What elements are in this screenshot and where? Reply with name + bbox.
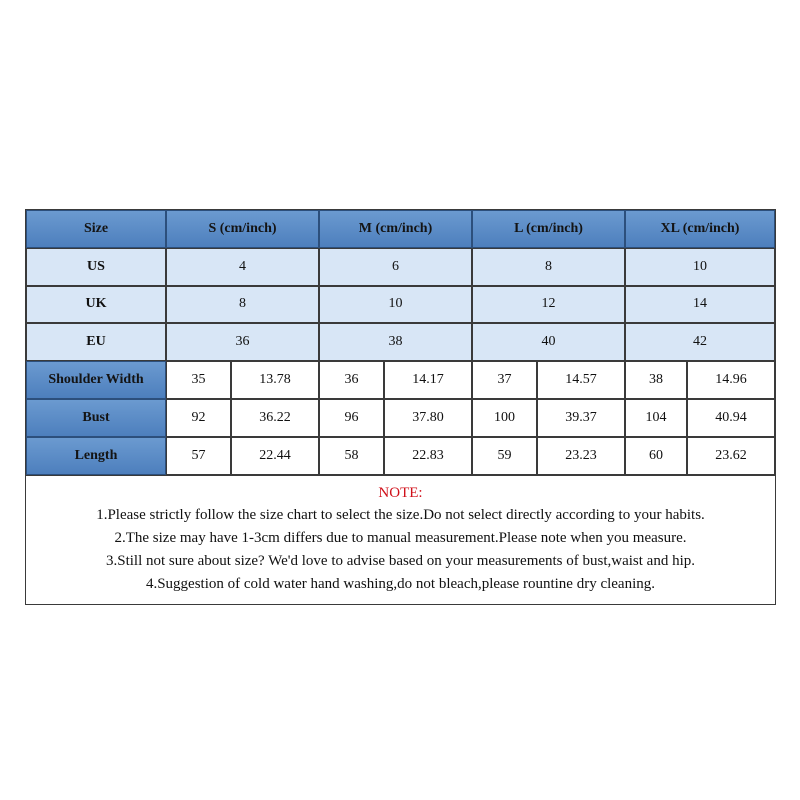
size-chart — [25, 209, 776, 605]
cell-us-l: 8 — [472, 248, 625, 286]
cell-length-xl-inch: 23.62 — [687, 437, 775, 475]
cell-shoulder-l-inch: 14.57 — [537, 361, 625, 399]
cell-length-s-cm: 57 — [166, 437, 231, 475]
cell-length-xl-cm: 60 — [625, 437, 687, 475]
row-label-bust: Bust — [26, 399, 166, 437]
cell-bust-m-cm: 96 — [319, 399, 384, 437]
cell-us-s: 4 — [166, 248, 319, 286]
cell-eu-xl: 42 — [625, 323, 775, 361]
cell-us-m: 6 — [319, 248, 472, 286]
cell-length-s-inch: 22.44 — [231, 437, 319, 475]
cell-length-l-inch: 23.23 — [537, 437, 625, 475]
cell-bust-m-inch: 37.80 — [384, 399, 472, 437]
note-line-1: 1.Please strictly follow the size chart to select the size.Do not select directly according to your habits. — [96, 506, 705, 523]
header-s: S (cm/inch) — [166, 210, 319, 248]
row-shoulder-width — [26, 361, 775, 399]
header-size: Size — [26, 210, 166, 248]
row-label-uk: UK — [26, 286, 166, 324]
cell-shoulder-s-inch: 13.78 — [231, 361, 319, 399]
header-xl: XL (cm/inch) — [625, 210, 775, 248]
cell-bust-s-cm: 92 — [166, 399, 231, 437]
note-title: NOTE: — [378, 484, 423, 501]
cell-bust-s-inch: 36.22 — [231, 399, 319, 437]
row-eu — [26, 323, 775, 361]
cell-length-m-inch: 22.83 — [384, 437, 472, 475]
row-label-eu: EU — [26, 323, 166, 361]
cell-shoulder-s-cm: 35 — [166, 361, 231, 399]
row-bust — [26, 399, 775, 437]
header-row — [26, 210, 775, 248]
cell-bust-l-cm: 100 — [472, 399, 537, 437]
cell-shoulder-l-cm: 37 — [472, 361, 537, 399]
cell-uk-l: 12 — [472, 286, 625, 324]
header-l: L (cm/inch) — [472, 210, 625, 248]
row-label-us: US — [26, 248, 166, 286]
notes-section — [26, 475, 775, 604]
row-us — [26, 248, 775, 286]
cell-uk-xl: 14 — [625, 286, 775, 324]
cell-shoulder-xl-cm: 38 — [625, 361, 687, 399]
cell-length-l-cm: 59 — [472, 437, 537, 475]
row-uk — [26, 286, 775, 324]
cell-bust-xl-cm: 104 — [625, 399, 687, 437]
row-length — [26, 437, 775, 475]
row-label-length: Length — [26, 437, 166, 475]
cell-shoulder-xl-inch: 14.96 — [687, 361, 775, 399]
note-line-2: 2.The size may have 1-3cm differs due to manual measurement.Please note when you measure. — [114, 529, 687, 546]
cell-shoulder-m-cm: 36 — [319, 361, 384, 399]
row-label-shoulder-width: Shoulder Width — [26, 361, 166, 399]
cell-us-xl: 10 — [625, 248, 775, 286]
cell-eu-s: 36 — [166, 323, 319, 361]
note-line-3: 3.Still not sure about size? We'd love to advise based on your measurements of bust,waist and hip. — [105, 552, 696, 569]
cell-eu-m: 38 — [319, 323, 472, 361]
cell-eu-l: 40 — [472, 323, 625, 361]
cell-uk-s: 8 — [166, 286, 319, 324]
note-line-4: 4.Suggestion of cold water hand washing,do not bleach,please rountine dry cleaning. — [145, 575, 656, 592]
header-m: M (cm/inch) — [319, 210, 472, 248]
cell-bust-l-inch: 39.37 — [537, 399, 625, 437]
cell-length-m-cm: 58 — [319, 437, 384, 475]
cell-bust-xl-inch: 40.94 — [687, 399, 775, 437]
cell-shoulder-m-inch: 14.17 — [384, 361, 472, 399]
cell-uk-m: 10 — [319, 286, 472, 324]
